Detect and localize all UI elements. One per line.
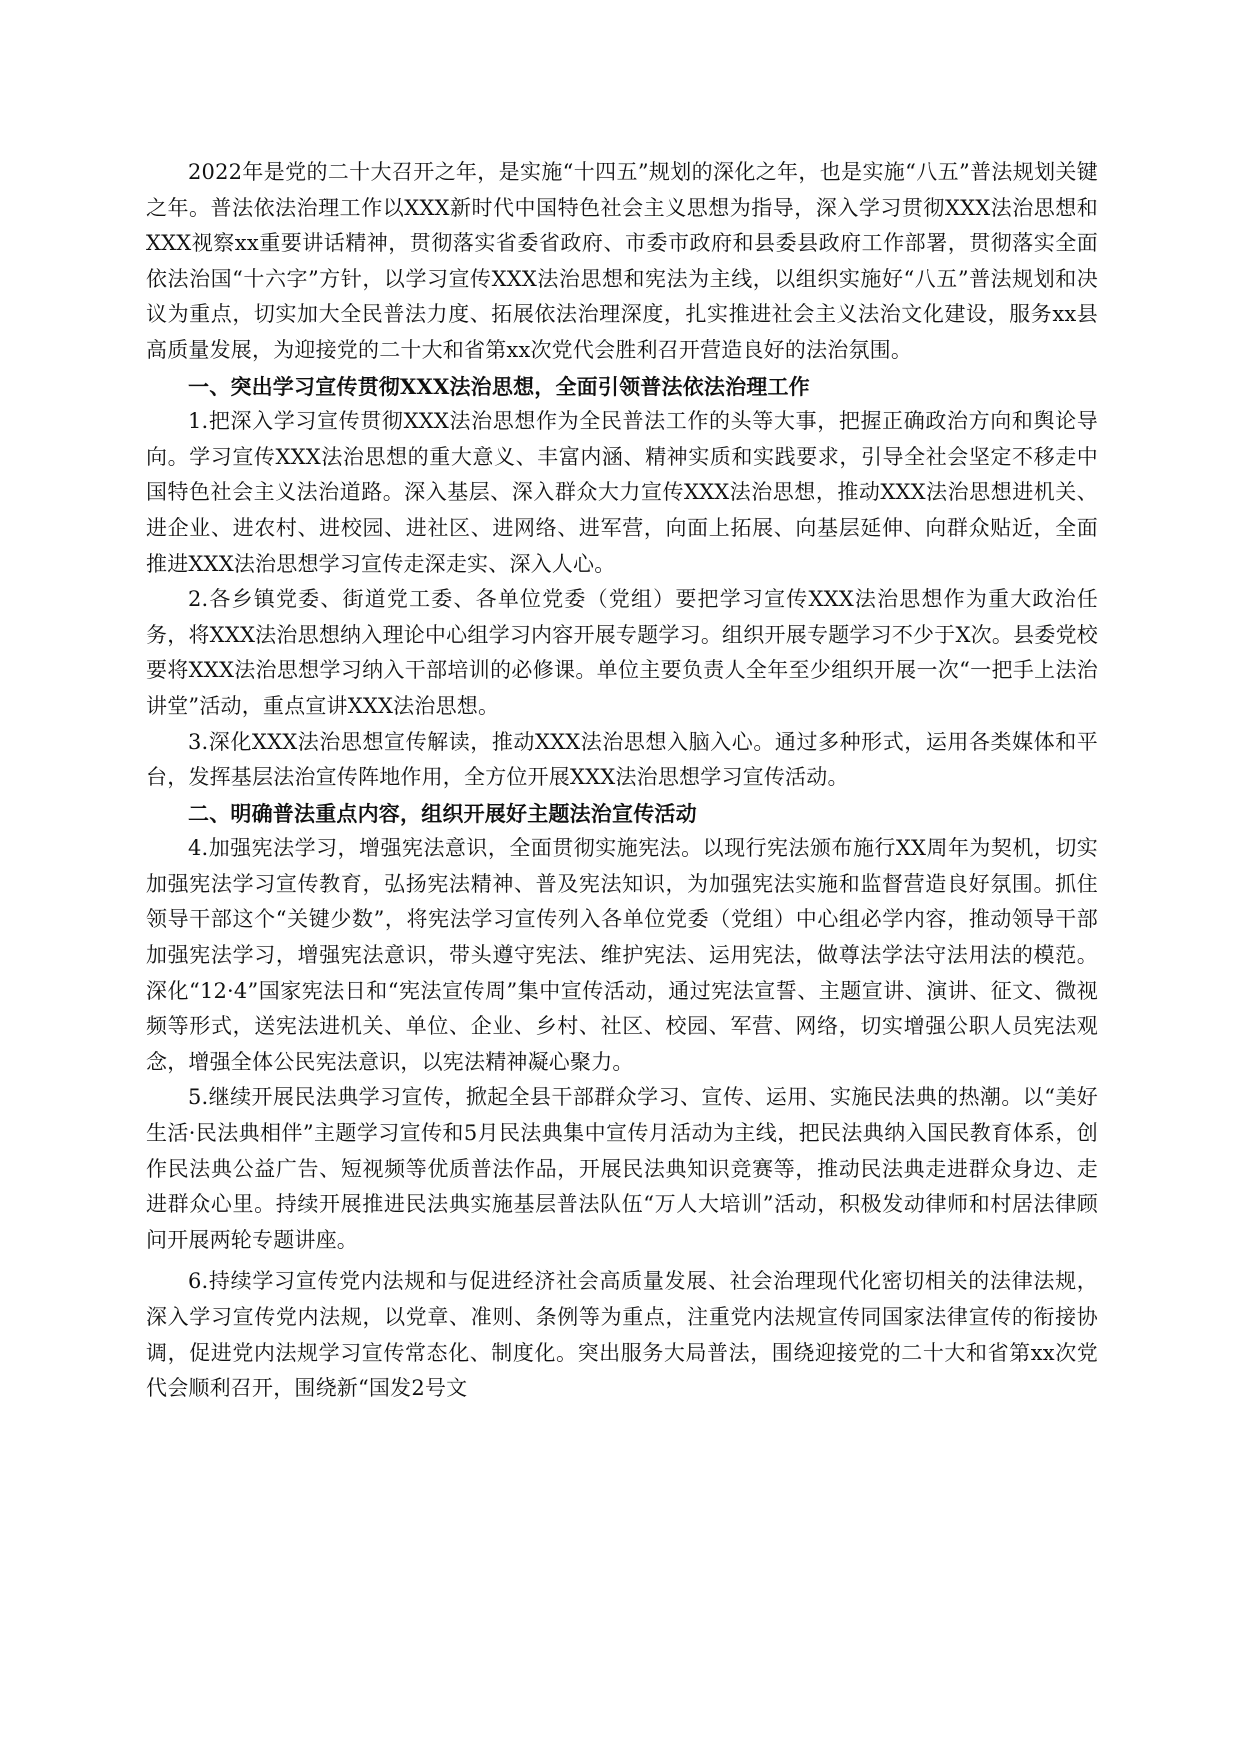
paragraph-5: 5.继续开展民法典学习宣传，掀起全县干部群众学习、宣传、运用、实施民法典的热潮。以“美好生活·民法典相伴”主题学习宣传和5月民法典集中宣传月活动为主线，把民法典纳入国民教育体系，创作民法典公益广告、短视频等优质普法作品，开展民法典知识竞赛等，推动民法典走进群众身边、走进群众心里。持续开展推进民法典实施基层普法队伍“万人大培训”活动，积极发动律师和村居法律顾问开展两轮专题讲座。 [146,1085,1098,1252]
paragraph-2: 2.各乡镇党委、街道党工委、各单位党委（党组）要把学习宣传XXX法治思想作为重大政治任务，将XXX法治思想纳入理论中心组学习内容开展专题学习。组织开展专题学习不少于X次。县委党校要将XXX法治思想学习纳入干部培训的必修课。单位主要负责人全年至少组织开展一次“一把手上法治讲堂”活动，重点宣讲XXX法治思想。 [146,587,1098,718]
section-2-heading: 二、明确普法重点内容，组织开展好主题法治宣传活动 [188,800,697,826]
document-body [146,155,1098,1407]
paragraph-4: 4.加强宪法学习，增强宪法意识，全面贯彻实施宪法。以现行宪法颁布施行XX周年为契机，切实加强宪法学习宣传教育，弘扬宪法精神、普及宪法知识，为加强宪法实施和监督营造良好氛围。抓住领导干部这个“关键少数”，将宪法学习宣传列入各单位党委（党组）中心组必学内容，推动领导干部加强宪法学习，增强宪法意识，带头遵守宪法、维护宪法、运用宪法，做尊法学法守法用法的模范。深化“12·4”国家宪法日和“宪法宣传周”集中宣传活动，通过宪法宣誓、主题宣讲、演讲、征文、微视频等形式，送宪法进机关、单位、企业、乡村、社区、校园、军营、网络，切实增强公职人员宪法观念，增强全体公民宪法意识，以宪法精神凝心聚力。 [146,836,1098,1074]
paragraph-1: 1.把深入学习宣传贯彻XXX法治思想作为全民普法工作的头等大事，把握正确政治方向和舆论导向。学习宣传XXX法治思想的重大意义、丰富内涵、精神实质和实践要求，引导全社会坚定不移走中国特色社会主义法治道路。深入基层、深入群众大力宣传XXX法治思想，推动XXX法治思想进机关、进企业、进农村、进校园、进社区、进网络、进军营，向面上拓展、向基层延伸、向群众贴近，全面推进XXX法治思想学习宣传走深走实、深入人心。 [146,409,1098,576]
paragraph-6: 6.持续学习宣传党内法规和与促进经济社会高质量发展、社会治理现代化密切相关的法律法规，深入学习宣传党内法规，以党章、准则、条例等为重点，注重党内法规宣传同国家法律宣传的衔接协调，促进党内法规学习宣传常态化、制度化。突出服务大局普法，围绕迎接党的二十大和省第xx次党代会顺利召开，围绕新“国发2号文 [146,1269,1098,1401]
intro-paragraph: 2022年是党的二十大召开之年，是实施“十四五”规划的深化之年，也是实施“八五”普法规划关键之年。普法依法治理工作以XXX新时代中国特色社会主义思想为指导，深入学习贯彻XXX法治思想和XXX视察xx重要讲话精神，贯彻落实省委省政府、市委市政府和县委县政府工作部署，贯彻落实全面依法治国“十六字”方针，以学习宣传XXX法治思想和宪法为主线，以组织实施好“八五”普法规划和决议为重点，切实加大全民普法力度、拓展依法治理深度，扎实推进社会主义法治文化建设，服务xx县高质量发展，为迎接党的二十大和省第xx次党代会胜利召开营造良好的法治氛围。 [146,160,1098,362]
paragraph-3: 3.深化XXX法治思想宣传解读，推动XXX法治思想入脑入心。通过多种形式，运用各类媒体和平台，发挥基层法治宣传阵地作用，全方位开展XXX法治思想学习宣传活动。 [146,729,1098,790]
section-1-heading: 一、突出学习宣传贯彻XXX法治思想，全面引领普法依法治理工作 [188,373,810,399]
